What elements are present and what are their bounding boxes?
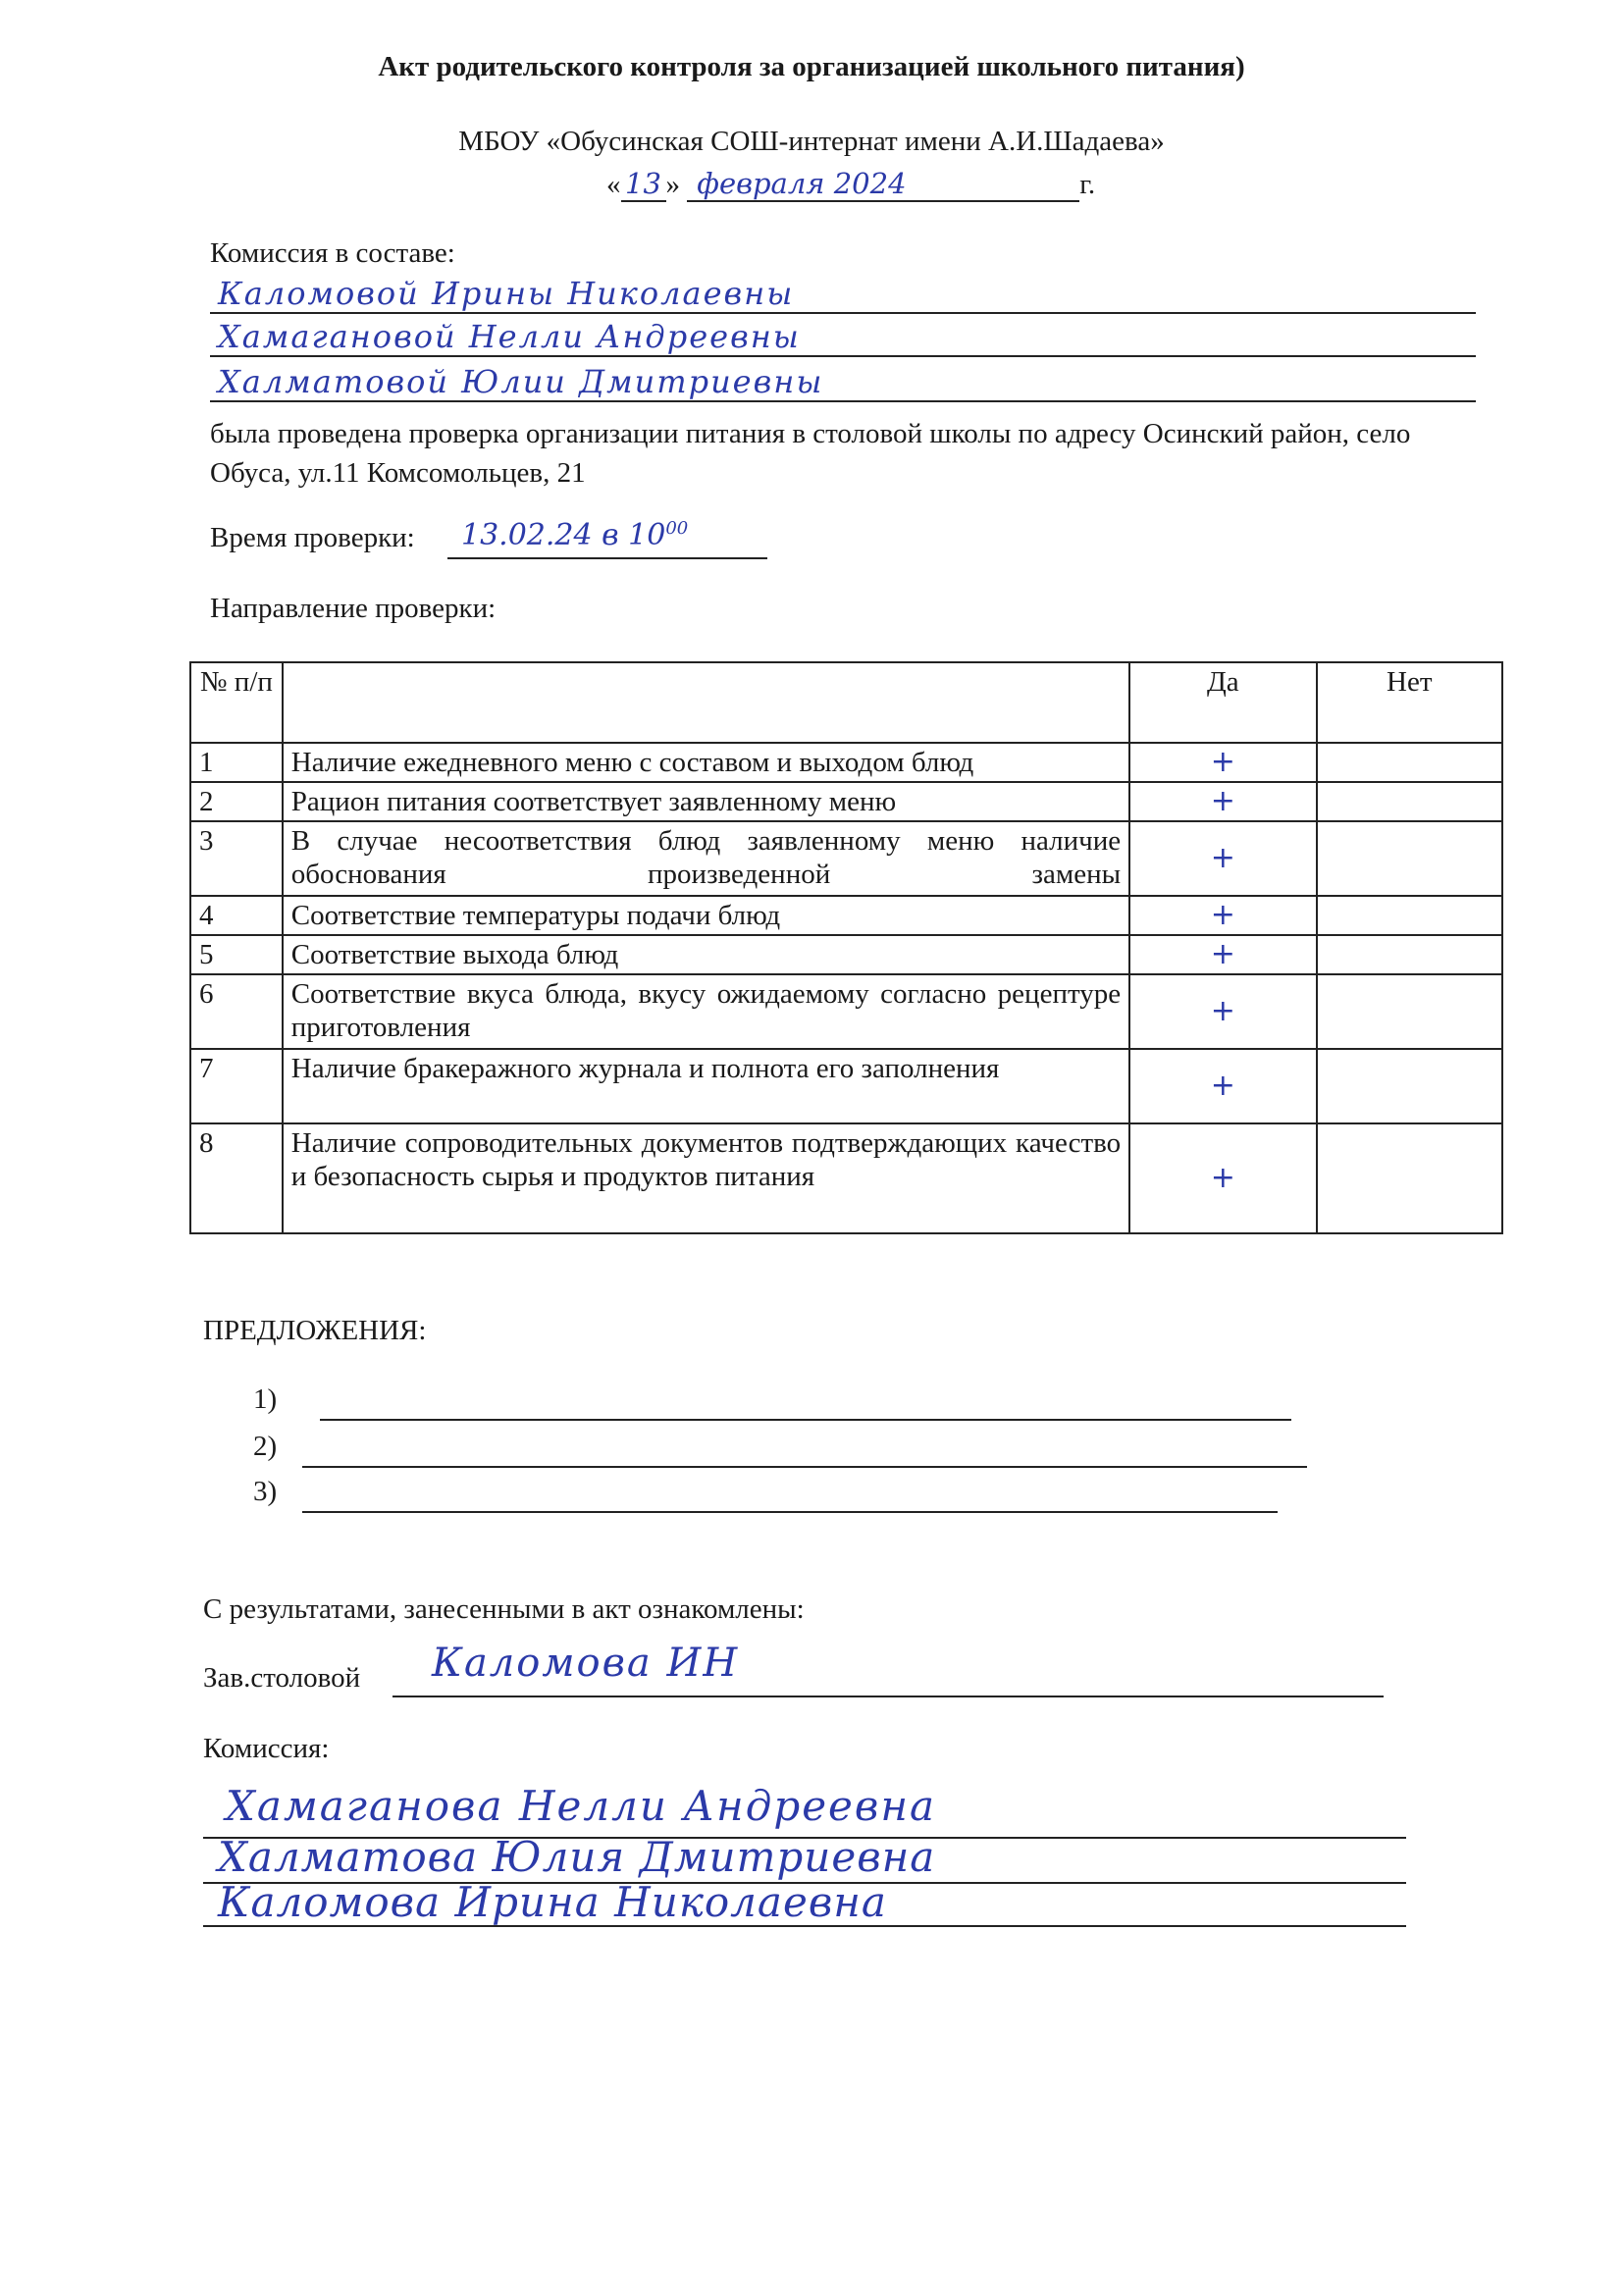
table-row	[190, 896, 1502, 935]
row-no-mark	[1317, 1049, 1502, 1123]
row-yes-mark: +	[1129, 974, 1316, 1049]
commission-line-1	[210, 312, 1476, 314]
table-row	[190, 782, 1502, 821]
row-yes-mark: +	[1129, 1123, 1316, 1233]
commission-member-1: Каломовой Ирины Николаевны	[218, 275, 795, 312]
canteen-signature: Каломова ИН	[432, 1641, 740, 1686]
commission-line-3	[210, 400, 1476, 402]
table-row	[190, 821, 1502, 896]
row-text: Соответствие выхода блюд	[283, 935, 1129, 974]
commission-member-3: Халматовой Юлии Дмитриевны	[218, 363, 824, 400]
commission-label: Комиссия в составе:	[210, 237, 455, 269]
row-yes-mark: +	[1129, 782, 1316, 821]
date-close-quote: »	[665, 169, 680, 200]
inspection-time-main: 13.02.24 в 10	[461, 518, 666, 552]
table-row	[190, 935, 1502, 974]
table-row	[190, 1123, 1502, 1233]
table-row	[190, 743, 1502, 782]
row-text	[283, 821, 1129, 896]
row-text: Наличие бракеражного журнала и полнота его заполнения	[283, 1049, 1129, 1123]
proposal-line-1	[320, 1419, 1291, 1421]
row-text: Наличие сопроводительных документов подтверждающих качество и безопасность сырья и продуктов питания	[283, 1123, 1129, 1233]
school-name: МБОУ «Обусинская СОШ-интернат имени А.И.Шадаева»	[458, 126, 1165, 157]
commission-signature-2: Халматова Юлия Дмитриевна	[218, 1833, 936, 1881]
row-no-mark	[1317, 974, 1502, 1049]
table-row	[190, 1049, 1502, 1123]
header-num: № п/п	[190, 662, 283, 743]
date-day: 13	[621, 167, 666, 202]
proposal-number-2: 2)	[253, 1431, 278, 1462]
header-item	[283, 662, 1129, 743]
commission-signatures-label: Комиссия:	[203, 1733, 330, 1764]
commission-line-2	[210, 355, 1476, 357]
date-suffix: г.	[1079, 169, 1096, 200]
row-text: Наличие ежедневного меню с составом и выходом блюд	[283, 743, 1129, 782]
header-no: Нет	[1317, 662, 1502, 743]
proposal-number-3: 3)	[253, 1476, 278, 1507]
canteen-label: Зав.столовой	[203, 1662, 361, 1694]
proposal-number-1: 1)	[253, 1383, 278, 1415]
header-yes: Да	[1129, 662, 1316, 743]
row-no-mark	[1317, 782, 1502, 821]
row-yes-mark: +	[1129, 935, 1316, 974]
row-num: 5	[190, 935, 283, 974]
row-text: Рацион питания соответствует заявленному меню	[283, 782, 1129, 821]
row-no-mark	[1317, 896, 1502, 935]
inspection-time-label: Время проверки:	[210, 522, 415, 553]
row-num: 7	[190, 1049, 283, 1123]
row-num: 6	[190, 974, 283, 1049]
date-open-quote: «	[606, 169, 621, 200]
inspection-time-sup: 00	[665, 518, 689, 539]
row-no-mark	[1317, 821, 1502, 896]
row-num: 1	[190, 743, 283, 782]
row-yes-mark: +	[1129, 896, 1316, 935]
proposals-label: ПРЕДЛОЖЕНИЯ:	[203, 1315, 427, 1346]
table-row	[190, 974, 1502, 1049]
row-no-mark	[1317, 1123, 1502, 1233]
commission-signature-1: Хамаганова Нелли Андреевна	[226, 1782, 937, 1830]
row-text: Соответствие температуры подачи блюд	[283, 896, 1129, 935]
date-month-year: февраля 2024	[687, 167, 1079, 202]
proposal-line-3	[302, 1511, 1278, 1513]
row-yes-mark: +	[1129, 821, 1316, 896]
row-num: 8	[190, 1123, 283, 1233]
document-date	[606, 167, 1095, 202]
document-title: Акт родительского контроля за организацией школьного питания)	[378, 51, 1245, 82]
commission-member-2: Хамагановой Нелли Андреевны	[218, 318, 801, 355]
table-header-row	[190, 662, 1502, 743]
row-no-mark	[1317, 743, 1502, 782]
direction-label: Направление проверки:	[210, 593, 497, 624]
inspection-time-line	[447, 557, 767, 559]
row-yes-mark: +	[1129, 743, 1316, 782]
row-num: 3	[190, 821, 283, 896]
inspection-description: была проведена проверка организации питания в столовой школы по адресу Осинский район, село Обуса, ул.11 Комсомольцев, 21	[210, 418, 1411, 489]
row-num: 2	[190, 782, 283, 821]
proposal-line-2	[302, 1466, 1307, 1468]
inspection-time-value	[461, 518, 688, 552]
commission-signature-3: Каломова Ирина Николаевна	[218, 1878, 887, 1926]
acknowledgement-text: С результатами, занесенными в акт ознакомлены:	[203, 1593, 805, 1625]
canteen-signature-line	[393, 1696, 1384, 1697]
inspection-table	[189, 661, 1503, 1234]
row-num: 4	[190, 896, 283, 935]
row-text: Соответствие вкуса блюда, вкусу ожидаемому согласно рецептуре приготовления	[283, 974, 1129, 1049]
row-no-mark	[1317, 935, 1502, 974]
row-text-content: В случае несоответствия блюд заявленному меню наличие обоснования произведенной замены	[290, 825, 1122, 890]
row-yes-mark: +	[1129, 1049, 1316, 1123]
